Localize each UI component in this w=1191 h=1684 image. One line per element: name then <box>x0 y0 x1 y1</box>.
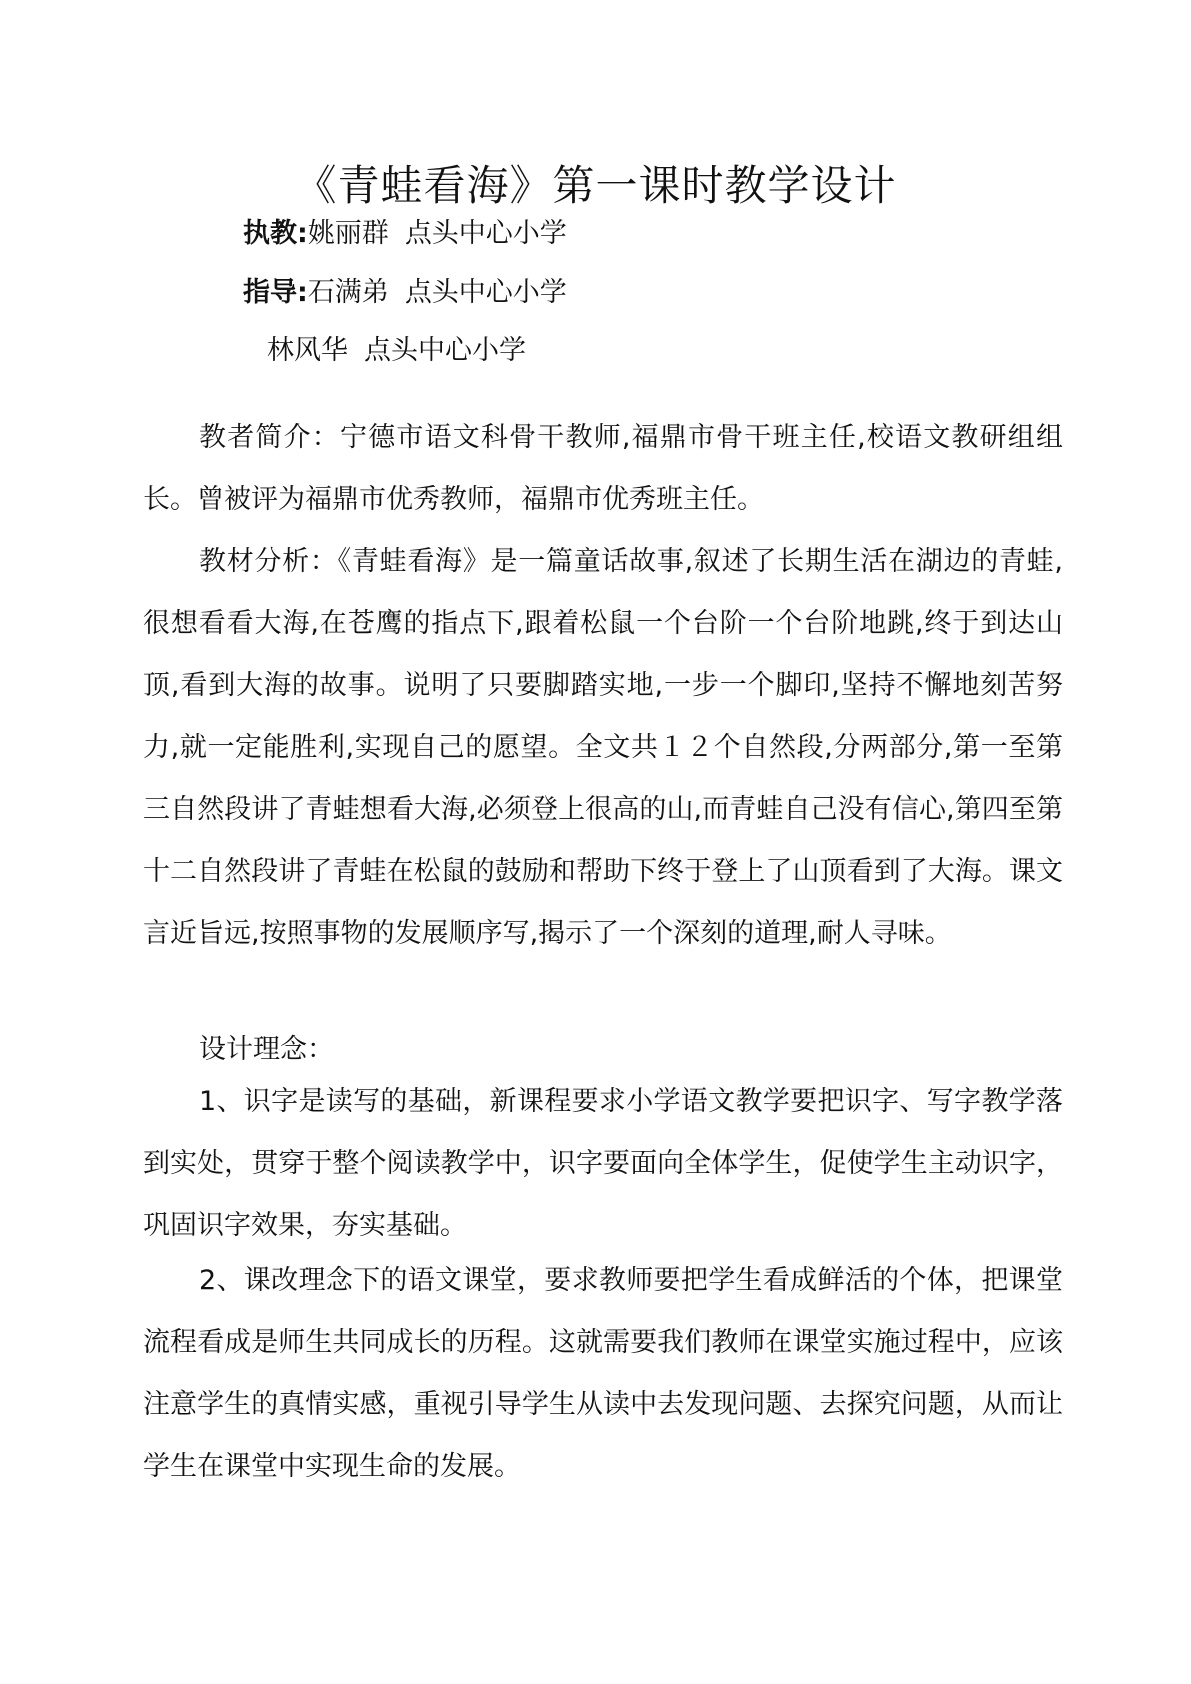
credit-advisor2-school: 点头中心小学 <box>364 335 526 366</box>
credit-teacher-school: 点头中心小学 <box>404 218 567 249</box>
credit-advisor <box>243 275 567 311</box>
paragraph-concept-1: 1、识字是读写的基础，新课程要求小学语文教学要把识字、写字教学落到实处，贯穿于整个阅读教学中，识字要面向全体学生，促使学生主动识字，巩固识字效果，夯实基础。 <box>143 1086 1063 1241</box>
credit-advisor-school: 点头中心小学 <box>404 277 567 308</box>
credit-advisor2-name: 林风华 <box>267 335 348 366</box>
credit-advisor-name: 石满弟 <box>307 277 389 308</box>
document-title: 《青蛙看海》第一课时教学设计 <box>294 161 897 210</box>
heading-design-concept: 设计理念： <box>199 1034 334 1065</box>
paragraph-concept-2: 2、课改理念下的语文课堂，要求教师要把学生看成鲜活的个体，把课堂流程看成是师生共同成长的历程。这就需要我们教师在课堂实施过程中，应该注意学生的真情实感，重视引导学生从读中去发现问题、去探究问题，从而让学生在课堂中实现生命的发展。 <box>143 1265 1063 1482</box>
credit-advisor-label: 指导: <box>243 277 308 308</box>
credit-teacher-label: 执教: <box>243 218 308 249</box>
paragraph-intro: 教者简介：宁德市语文科骨干教师,福鼎市骨干班主任,校语文教研组组长。曾被评为福鼎市优秀教师，福鼎市优秀班主任。 <box>143 422 1063 515</box>
credit-teacher-name: 姚丽群 <box>307 218 389 249</box>
credit-teacher <box>243 216 567 252</box>
credit-advisor2 <box>267 333 526 369</box>
paragraph-analysis: 教材分析：《青蛙看海》是一篇童话故事,叙述了长期生活在湖边的青蛙,很想看看大海,在苍鹰的指点下,跟着松鼠一个台阶一个台阶地跳,终于到达山顶,看到大海的故事。说明了只要脚踏实地,一步一个脚印,坚持不懈地刻苦努力,就一定能胜利,实现自己的愿望。全文共１２个自然段,分两部分,第一至第三自然段讲了青蛙想看大海,必须登上很高的山,而青蛙自己没有信心,第四至第十二自然段讲了青蛙在松鼠的鼓励和帮助下终于登上了山顶看到了大海。课文言近旨远,按照事物的发展顺序写,揭示了一个深刻的道理,耐人寻味。 <box>143 546 1063 949</box>
